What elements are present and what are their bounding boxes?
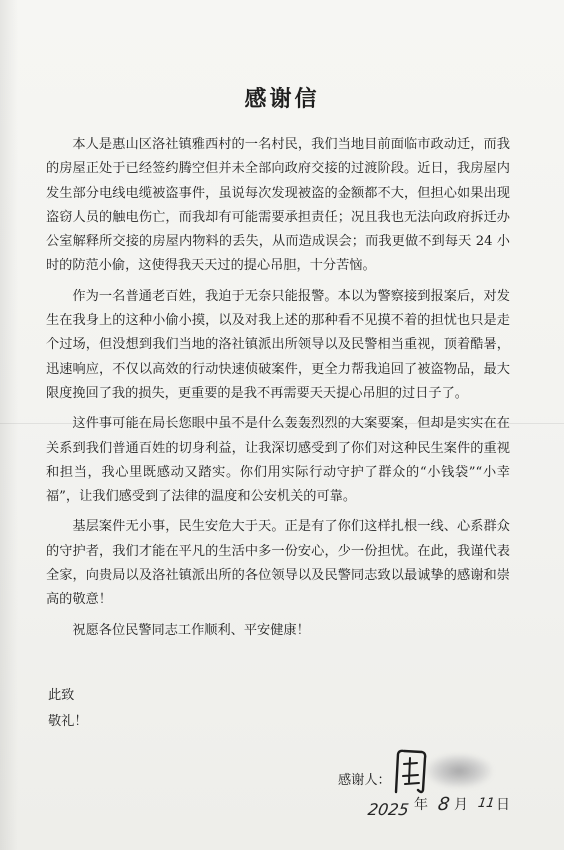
- signature-label: 感谢人：: [338, 773, 391, 788]
- closing-salutation: 此致: [48, 688, 75, 703]
- letter-paragraph-4: 基层案件无小事，民生安危大于天。正是有了你们这样扎根一线、心系群众的守护者，我们才能在平凡的生活中多一份安心，少一份担忧。在此，我谨代表全家，向贵局以及洛社镇派出所的各位领导以及民警同志致以最诚挚的感谢和崇高的敬意！: [46, 519, 510, 608]
- signature-redaction-blur: [426, 754, 492, 788]
- letter-title: 感谢信: [244, 86, 320, 112]
- handwritten-date: [368, 792, 518, 822]
- date-day: 11: [476, 796, 496, 811]
- letter-body: [46, 133, 510, 649]
- date-day-suffix: 日: [496, 797, 510, 813]
- paper-edge-shadow: [0, 0, 18, 850]
- date-year: 2025: [366, 800, 411, 819]
- letter-paragraph-1: 本人是惠山区洛社镇雅西村的一名村民，我们当地目前面临市政动迁，而我的房屋正处于已经签约腾空但并未全部向政府交接的过渡阶段。近日，我房屋内发生部分电线电缆被盗事件，虽说每次发现被盗的金额都不大，但担心如果出现盗窃人员的触电伤亡，而我却有可能需要承担责任；况且我也无法向政府拆迁办公室解释所交接的房屋内物料的丢失，从而造成误会；而我更做不到每天 24 小时的防范小偷，这使得我天天过的提心吊胆，十分苦恼。: [46, 137, 510, 274]
- letter-paragraph-3: 这件事可能在局长您眼中虽不是什么轰轰烈烈的大案要案，但却是实实在在关系到我们普通百姓的切身利益，让我深切感受到了你们对这种民生案件的重视和担当，我心里既感动又踏实。你们用实际行动守护了群众的“小钱袋”“小幸福”，让我们感受到了法律的温度和公安机关的可靠。: [46, 416, 510, 505]
- letter-paragraph-5: 祝愿各位民警同志工作顺利、平安健康！: [72, 622, 310, 638]
- date-month-suffix: 月: [454, 797, 468, 813]
- date-month: 8: [436, 794, 451, 815]
- letter-paragraph-2: 作为一名普通老百姓，我迫于无奈只能报警。本以为警察接到报案后，对发生在我身上的这种小偷小摸，以及对我上述的那种看不见摸不着的担忧也只是走个过场，但没想到我们当地的洛社镇派出所领导以及民警相当重视，顶着酷暑，迅速响应，不仅以高效的行动快速侦破案件，更全力帮我追回了被盗物品，最大限度挽回了我的损失，更重要的是我不再需要天天提心吊胆的过日子了。: [46, 288, 510, 401]
- handwritten-signature: [388, 746, 508, 798]
- date-year-suffix: 年: [414, 797, 428, 813]
- closing-respect: 敬礼！: [48, 714, 88, 729]
